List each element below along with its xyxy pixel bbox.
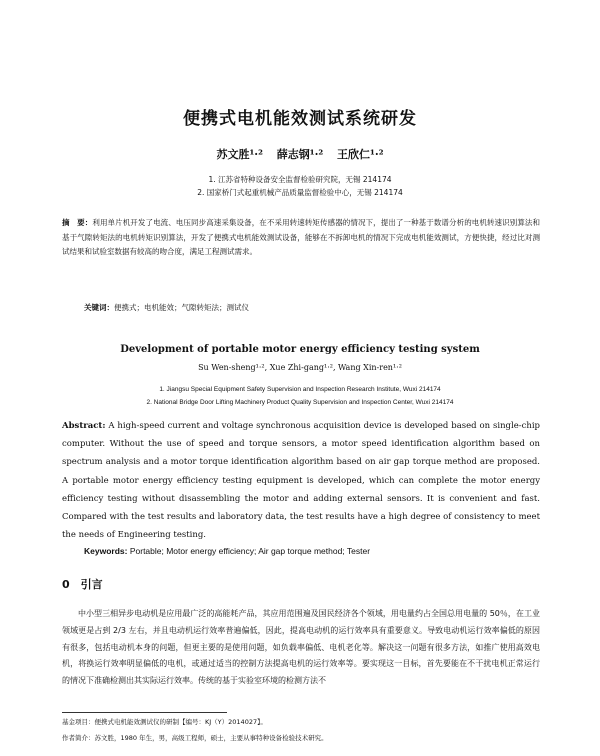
chinese-abstract-text: 利用单片机开发了电流、电压同步高速采集设备，在不采用转速转矩传感器的情况下，提出了一种基于数谱分析的电机转速识别算法和基于气隙转矩法的电机转矩识别算法，开发了便携式电机能效测试设备，能够在不拆卸电机的情况下完成电机能效测试，方便快捷，经过比对测试结果和试验室数据有较高的吻合度，满足工程测试需求。 bbox=[62, 218, 541, 256]
english-title: Development of portable motor energy efficiency testing system bbox=[120, 344, 480, 355]
chinese-title: 便携式电机能效测试系统研发 bbox=[183, 109, 417, 129]
chinese-authors: 苏文胜¹·² 薛志钢¹·² 王欣仁¹·² bbox=[216, 148, 384, 161]
chinese-keywords bbox=[84, 302, 534, 313]
chinese-abstract-label: 摘 要： bbox=[62, 218, 93, 227]
introduction-body-text: 中小型三相异步电动机是应用最广泛的高能耗产品，其应用范围遍及国民经济各个领域，用电量约占全国总用电量的 50％，在工业领域更是占到 2/3 左右，并且电动机运行效率普遍偏低，因此，提高电动机的运行效率具有重要意义。导致电动机运行效率偏低的原因有很多，包括电动机本身的问题，但更主要的是使用问题，如负载率偏低、电机老化等。解决这一问题有很多方法，如推广使用高效电机，将换运行效率明显偏低的电机，或通过适当的控制方法提高电机的运行效率等。要实现这一目标，首先要能在不干扰电机正常运行的情况下准确检测出其实际运行效率。传统的基于实验室环境的检测方法不 bbox=[62, 609, 540, 686]
footnote-author-bio: 作者简介：苏文胜，1980 年生，男，高级工程师，硕士，主要从事特种设备检验技术研究。 bbox=[62, 734, 328, 742]
english-abstract bbox=[62, 417, 540, 544]
chinese-keywords-text: 便携式；电机能效；气隙转矩法；测试仪 bbox=[114, 303, 249, 312]
chinese-keywords-label: 关键词： bbox=[84, 303, 114, 312]
english-affiliation-2: 2. National Bridge Door Lifting Machinery Product Quality Supervision and Inspection Center, Wuxi 214174 bbox=[146, 399, 454, 406]
chinese-affiliation-2: 2. 国家桥门式起重机械产品质量监督检验中心，无锡 214174 bbox=[197, 188, 403, 197]
english-keywords-label: Keywords: bbox=[84, 546, 128, 556]
english-authors: Su Wen-sheng¹·², Xue Zhi-gang¹·², Wang Xin-ren¹·² bbox=[198, 363, 402, 372]
section-heading-introduction: 0 引言 bbox=[62, 578, 103, 591]
footnote-funding: 基金项目：便携式电机能效测试仪的研制【编号：KJ（Y）2014027】。 bbox=[62, 718, 267, 726]
footnote-divider bbox=[62, 712, 227, 713]
english-keywords bbox=[84, 546, 534, 556]
chinese-abstract bbox=[62, 216, 540, 260]
english-abstract-label: Abstract: bbox=[62, 421, 106, 431]
english-abstract-text: A high-speed current and voltage synchronous acquisition device is developed based on single-chip computer. Without the use of speed and torque sensors, a motor speed identification algorithm based on spectrum analysis and a motor torque identification algorithm based on air gap torque method are proposed. A portable motor energy efficiency testing equipment is developed, which can complete the motor energy efficiency testing without disassembling the motor and adding external sensors. It is convenient and fast. Compared with the test results and laboratory data, the test results have a high degree of consistency to meet the needs of Engineering testing. bbox=[62, 421, 541, 541]
english-keywords-text: Portable; Motor energy efficiency; Air gap torque method; Tester bbox=[129, 546, 371, 556]
english-affiliation-1: 1. Jiangsu Special Equipment Safety Supervision and Inspection Research Institute, Wuxi 214174 bbox=[159, 386, 441, 393]
chinese-affiliation-1: 1. 江苏省特种设备安全监督检验研究院，无锡 214174 bbox=[208, 175, 392, 184]
